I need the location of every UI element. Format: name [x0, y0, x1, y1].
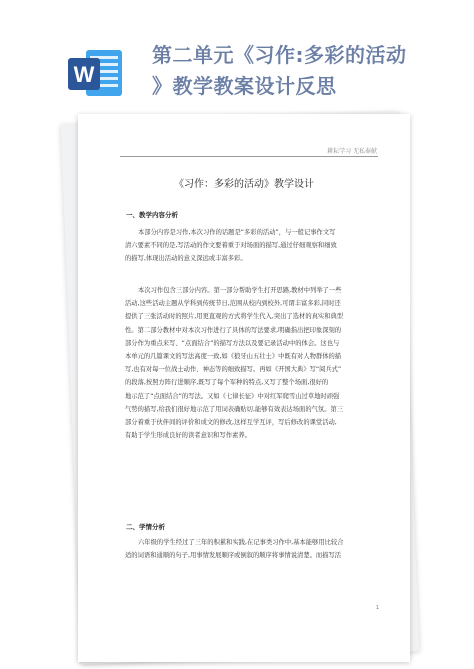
page-number: 1 [375, 605, 379, 611]
paragraph-line: 活动,这些活动主题从学科到传统节日,范围从校内到校外,可谓丰富多彩,同时还 [125, 300, 341, 308]
hero-title-line-1: 第二单元《习作:多彩的活动 [152, 43, 407, 67]
paragraph-line: 本单元的几篇课文的写法高度一致,如《狼牙山五壮士》中既有对人物群体的描 [125, 353, 342, 361]
document-page [78, 114, 410, 662]
paragraph-intro [125, 226, 367, 266]
hero-banner [0, 0, 474, 118]
section-heading-learner-analysis: 二、学情分析 [126, 523, 165, 531]
paragraph-line: 写,也有对每一位战士动作、神态等的细致描写。再如《开国大典》写“阅兵式” [125, 366, 342, 374]
paragraph-line: 部分作为重点来写、“点面结合”的描写方法以及要记录活动中的体会。这也与 [125, 339, 340, 347]
paragraph-line: 部分着重于伙伴间的评价和成文的修改,这样互学互评，写后修改的课堂活动, [125, 419, 337, 427]
paragraph-learner-analysis [125, 536, 367, 562]
paragraph-line: 提供了三张活动时的照片,用更直观的方式将学生代入,突出了选材的真实和典型 [125, 313, 344, 321]
paragraph-line: 有助于学生形成良好的读者意识和写作素养。 [125, 432, 251, 440]
paragraph-line: 地示范了“点面结合”的写法。又如《七律长征》中对红军爬雪山过草地时顽强 [125, 392, 340, 400]
word-icon-letter: W [73, 62, 95, 87]
page-header-text: 耕耘学习 无私奉献 [327, 148, 377, 155]
paragraph-line: 六年级的学生经过了三年的积累和实践,在记事类习作中,基本能够用比较合 [138, 539, 344, 546]
section-heading-content-analysis: 一、教学内容分析 [126, 211, 178, 219]
paragraph-line: 本部分内容是习作,本次习作的话题是“多彩的活动”，与一般记事作文写 [138, 229, 336, 236]
page-header-rule [120, 156, 378, 157]
paragraph-line: 适的词语和通顺的句子,用事情发展顺序或倒叙的顺序将事情说清楚。而描写活 [125, 552, 342, 560]
paragraph-line: 的描写,体现出活动的意义深远或丰富多彩。 [125, 255, 247, 263]
hero-title-line-2: 》教学教案设计反思 [152, 74, 337, 98]
word-icon [66, 44, 124, 102]
document-title: 《习作：多彩的活动》教学设计 [174, 179, 314, 190]
paragraph-line: 的段落,按照方阵行进顺序,既写了每个军种的特点,又写了整个场面,很好的 [125, 379, 329, 387]
paragraph-line: 性。第二部分教材中对本次习作进行了具体的写法要求,明确指出把印象深刻的 [125, 326, 342, 334]
paragraph-content-structure [125, 284, 367, 442]
paragraph-line: 气势的描写,给我们很好地示范了用词表确贴切,能够有效表达场面的气氛。第三 [125, 405, 344, 413]
paragraph-line: 清六要素不同的是,写活动的作文要着重于对场面的描写,通过仔细观察和细致 [125, 242, 337, 250]
hero-title [152, 40, 452, 102]
paragraph-line: 本次习作包含三部分内容。第一部分帮助学生打开思路,教材中列举了一些 [138, 287, 342, 294]
